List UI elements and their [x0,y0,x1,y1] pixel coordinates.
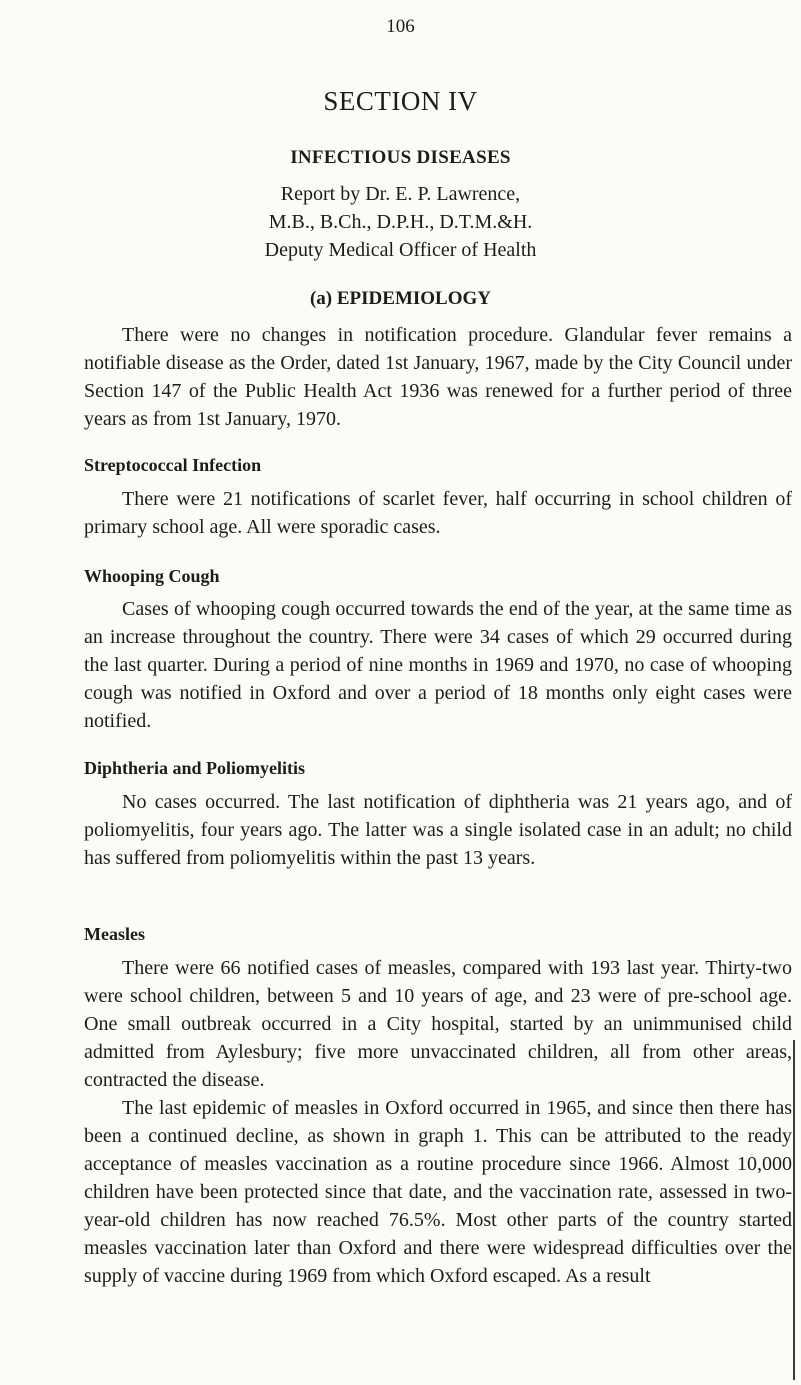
author-role: Deputy Medical Officer of Health [264,239,537,261]
measles-paragraph-2: The last epidemic of measles in Oxford occurred in 1965, and since then there has been a continued decline, as shown in graph 1. This can be attributed to the ready acceptance of measles vaccination as a routine procedure since 1966. Almost 10,000 children have been protected since that date, and the vaccination rate, assessed in two-year-old children has now reached 76.5%. Most other parts of the country started measles vaccination later than Oxford and there were widespread difficulties over the supply of vaccine during 1969 from which Oxford escaped. As a result [84,1097,792,1287]
whooping-cough-paragraph: Cases of whooping cough occurred towards the end of the year, at the same time as an increase throughout the country. There were 34 cases of which 29 occurred during the last quarter. During a period of nine months in 1969 and 1970, no case of whooping cough was notified in Oxford and over a period of 18 months only eight cases were notified. [84,598,792,732]
streptococcal-block [84,485,792,541]
heading-streptococcal: Streptococcal Infection [84,455,262,475]
author-block [0,180,801,264]
page-edge-shadow [793,1040,795,1380]
measles-paragraph-1: There were 66 notified cases of measles, compared with 193 last year. Thirty-two were school children, between 5 and 10 years of age, and 23 were of pre-school age. One small outbreak occurred in a City hospital, started by an unimmunised child admitted from Aylesbury; five more unvaccinated children, all from other areas, contracted the disease. [84,957,792,1091]
measles-block [84,954,792,1290]
intro-paragraph: There were no changes in notification procedure. Glandular fever remains a notifiable disease as the Order, dated 1st January, 1967, made by the City Council under Section 147 of the Public Health Act 1936 was renewed for a further period of three years as from 1st January, 1970. [84,324,792,430]
whooping-cough-block [84,595,792,735]
intro-block [84,321,792,433]
author-qualifications: M.B., B.Ch., D.P.H., D.T.M.&H. [268,211,533,233]
heading-measles: Measles [84,924,145,944]
heading-whooping-cough: Whooping Cough [84,566,220,586]
heading-diphtheria-poliomyelitis: Diphtheria and Poliomyelitis [84,758,306,778]
author-name: Report by Dr. E. P. Lawrence, [280,183,521,205]
streptococcal-paragraph: There were 21 notifications of scarlet fever, half occurring in school children of primary school age. All were sporadic cases. [84,488,792,538]
epidemiology-heading: (a) EPIDEMIOLOGY [309,288,492,309]
section-subtitle: INFECTIOUS DISEASES [290,147,511,168]
diphtheria-block [84,788,792,872]
diphtheria-paragraph: No cases occurred. The last notification of diphtheria was 21 years ago, and of poliomyelitis, four years ago. The latter was a single isolated case in an adult; no child has suffered from poliomyelitis within the past 13 years. [84,791,792,869]
section-title: SECTION IV [323,86,478,116]
page-number: 106 [386,16,415,37]
